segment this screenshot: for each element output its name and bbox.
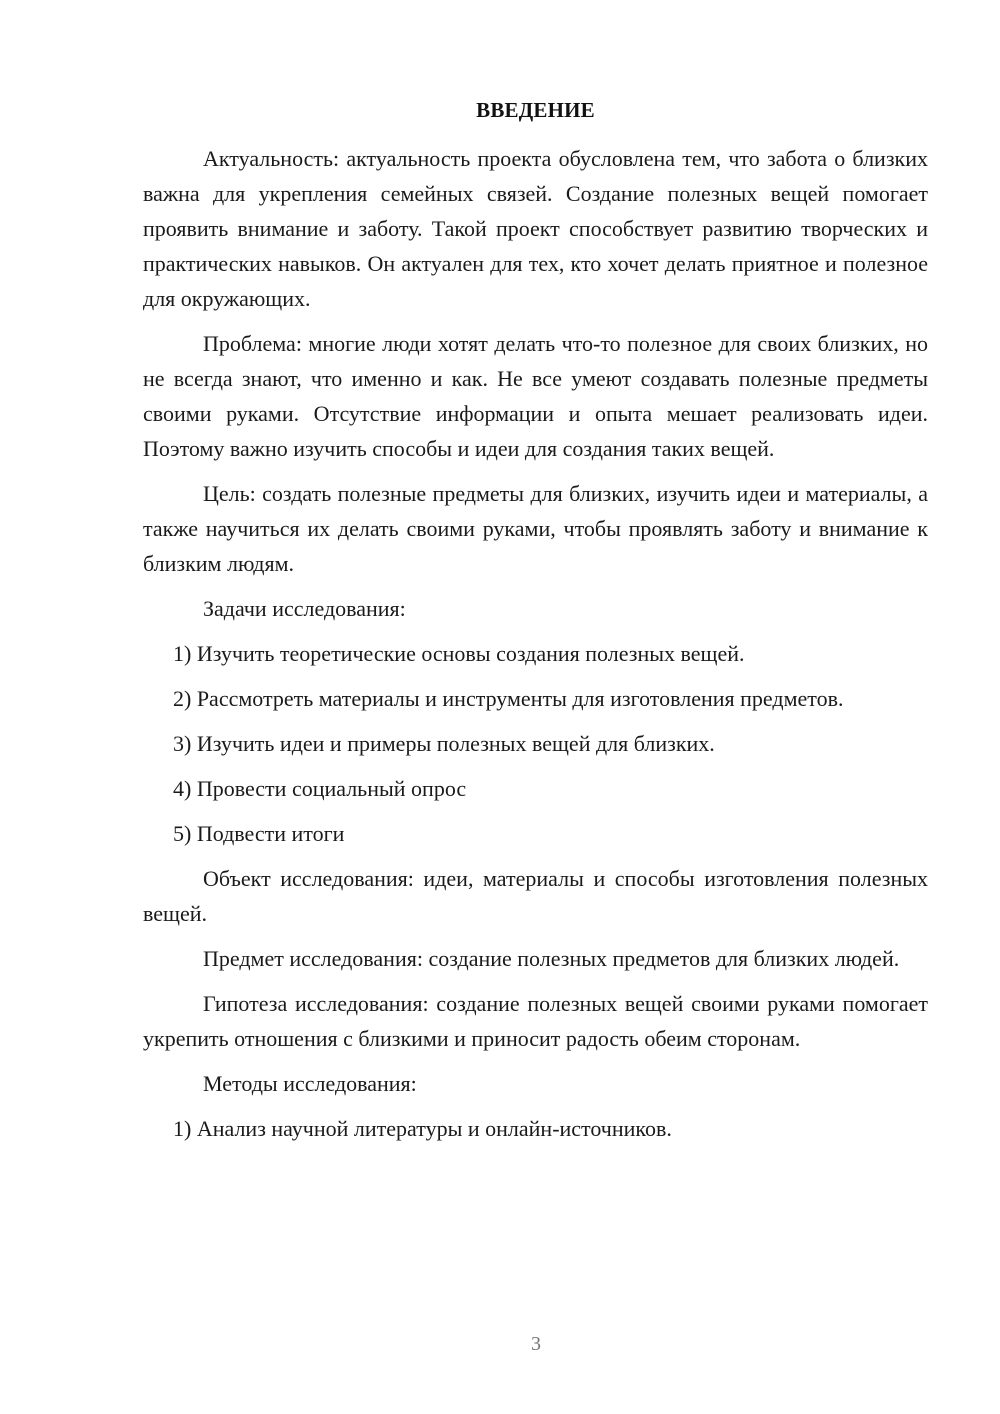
relevance-paragraph: Актуальность: актуальность проекта обусловлена тем, что забота о близких важна для укрепления семейных связей. Создание полезных вещей помогает проявить внимание и заботу. Такой проект способствует развитию творческих и практических навыков. Он актуален для тех, кто хочет делать приятное и полезное для окружающих. xyxy=(143,146,928,311)
task-item-3: 3) Изучить идеи и примеры полезных вещей для близких. xyxy=(173,731,715,756)
method-item-1: 1) Анализ научной литературы и онлайн-источников. xyxy=(173,1116,672,1141)
goal-paragraph: Цель: создать полезные предметы для близких, изучить идеи и материалы, а также научиться их делать своими руками, чтобы проявлять заботу и внимание к близким людям. xyxy=(143,481,928,576)
page-number: 3 xyxy=(531,1333,541,1355)
hypothesis-paragraph: Гипотеза исследования: создание полезных вещей своими руками помогает укрепить отношения с близкими и приносит радость обеим сторонам. xyxy=(143,991,928,1051)
problem-paragraph: Проблема: многие люди хотят делать что-то полезное для своих близких, но не всегда знают, что именно и как. Не все умеют создавать полезные предметы своими руками. Отсутствие информации и опыта мешает реализовать идеи. Поэтому важно изучить способы и идеи для создания таких вещей. xyxy=(143,331,928,461)
document-page xyxy=(143,95,928,1156)
task-item-1: 1) Изучить теоретические основы создания полезных вещей. xyxy=(173,641,745,666)
tasks-heading: Задачи исследования: xyxy=(203,596,406,621)
methods-heading: Методы исследования: xyxy=(203,1071,417,1096)
page-title: ВВЕДЕНИЕ xyxy=(476,98,595,122)
object-paragraph: Объект исследования: идеи, материалы и способы изготовления полезных вещей. xyxy=(143,866,928,926)
subject-paragraph: Предмет исследования: создание полезных предметов для близких людей. xyxy=(203,946,900,971)
task-item-5: 5) Подвести итоги xyxy=(173,821,345,846)
task-item-4: 4) Провести социальный опрос xyxy=(173,776,467,801)
task-item-2: 2) Рассмотреть материалы и инструменты для изготовления предметов. xyxy=(173,686,844,711)
